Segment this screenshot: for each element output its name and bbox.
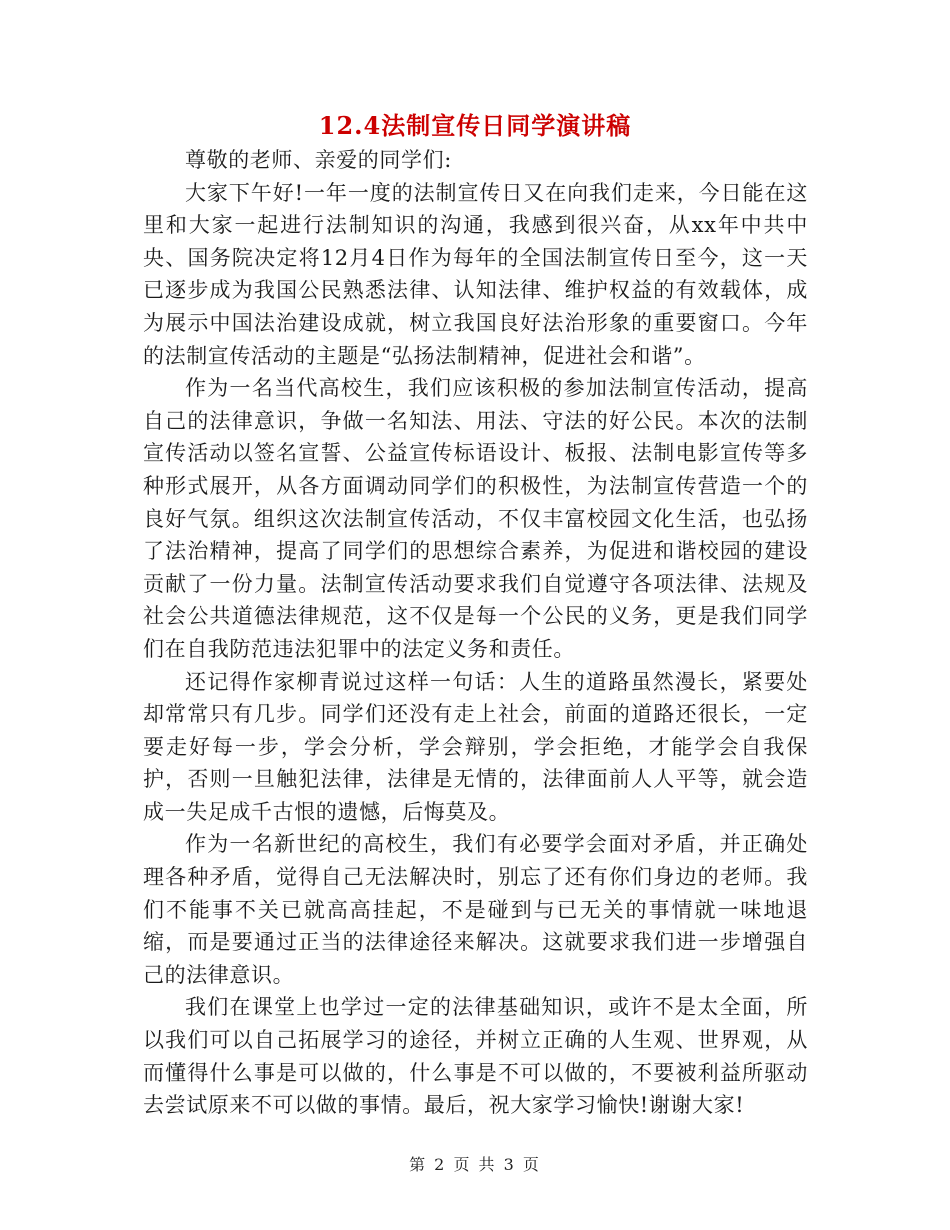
document-body [143, 144, 808, 1122]
body-paragraph-4: 作为一名新世纪的高校生，我们有必要学会面对矛盾，并正确处理各种矛盾，觉得自己无法解决时，别忘了还有你们身边的老师。我们不能事不关已就高高挂起，不是碰到与已无关的事情就一味地退缩，而是要通过正当的法律途径来解决。这就要求我们进一步增强自己的法律意识。 [143, 832, 808, 987]
body-paragraph-5: 我们在课堂上也学过一定的法律基础知识，或许不是太全面，所以我们可以自己拓展学习的途径，并树立正确的人生观、世界观，从而懂得什么事是可以做的，什么事是不可以做的，不要被利益所驱动去尝试原来不可以做的事情。最后，祝大家学习愉快!谢谢大家! [143, 995, 808, 1118]
body-paragraph-3: 还记得作家柳青说过这样一句话：人生的道路虽然漫长，紧要处却常常只有几步。同学们还没有走上社会，前面的道路还很长，一定要走好每一步，学会分析，学会辩别，学会拒绝，才能学会自我保护，否则一旦触犯法律，法律是无情的，法律面前人人平等，就会造成一失足成千古恨的遗憾，后悔莫及。 [143, 669, 808, 824]
body-paragraph-2: 作为一名当代高校生，我们应该积极的参加法制宣传活动，提高自己的法律意识，争做一名知法、用法、守法的好公民。本次的法制宣传活动以签名宣誓、公益宣传标语设计、板报、法制电影宣传等多种形式展开，从各方面调动同学们的积极性，为法制宣传营造一个的良好气氛。组织这次法制宣传活动，不仅丰富校园文化生活，也弘扬了法治精神，提高了同学们的思想综合素养，为促进和谐校园的建设贡献了一份力量。法制宣传活动要求我们自觉遵守各项法律、法规及社会公共道德法律规范，这不仅是每一个公民的义务，更是我们同学们在自我防范违法犯罪中的法定义务和责任。 [143, 376, 808, 661]
page-number-footer: 第 2 页 共 3 页 [409, 1155, 541, 1174]
document-title: 12.4法制宣传日同学演讲稿 [318, 111, 632, 140]
body-paragraph-1: 大家下午好!一年一度的法制宣传日又在向我们走来，今日能在这里和大家一起进行法制知识的沟通，我感到很兴奋，从xx年中共中央、国务院决定将12月4日作为每年的全国法制宣传日至今，这一天已逐步成为我国公民熟悉法律、认知法律、维护权益的有效载体，成为展示中国法治建设成就，树立我国良好法治形象的重要窗口。今年的法制宣传活动的主题是“弘扬法制精神，促进社会和谐”。 [143, 180, 808, 368]
greeting-paragraph: 尊敬的老师、亲爱的同学们: [185, 148, 452, 172]
